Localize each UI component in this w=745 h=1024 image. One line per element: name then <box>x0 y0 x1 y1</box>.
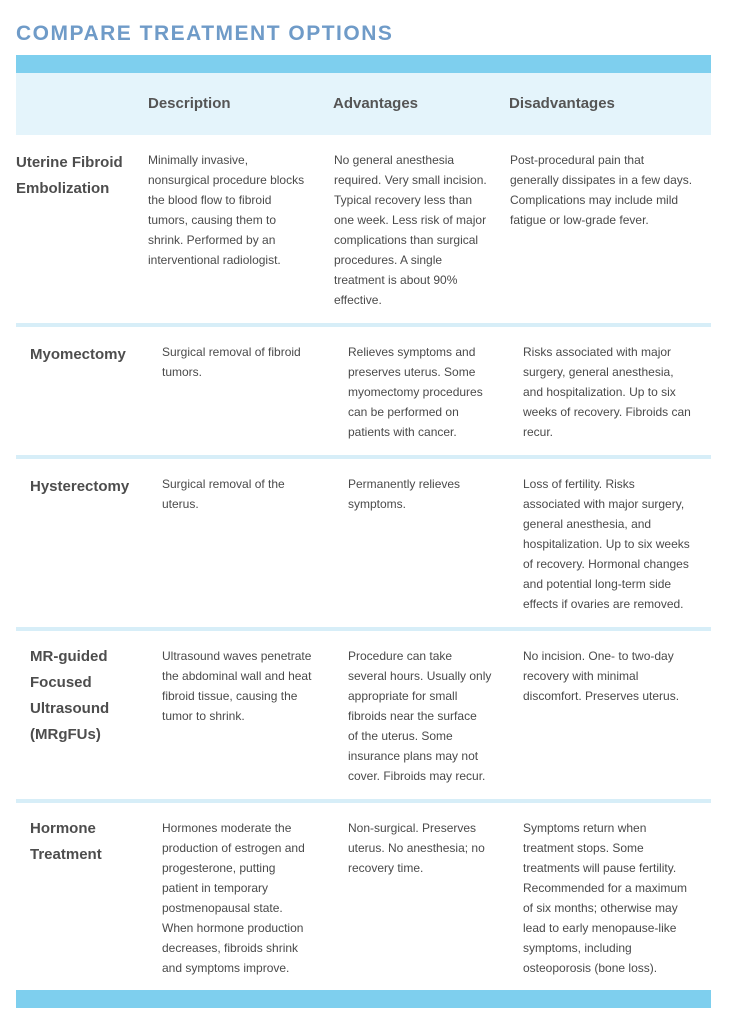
description-cell-line: Minimally invasive, <box>148 153 249 167</box>
advantages-cell-line: Relieves symptoms and <box>348 345 476 359</box>
treatment-name-line: Myomectomy <box>30 346 126 363</box>
description-cell-line: Hormones moderate the <box>162 821 292 835</box>
table-header <box>16 73 711 135</box>
description-cell-line: uterus. <box>162 497 199 511</box>
advantages-cell-line: effective. <box>334 293 382 307</box>
header-advantages: Advantages <box>333 95 419 112</box>
disadvantages-cell-line: and potential long-term side <box>523 577 672 591</box>
disadvantages-cell-line: recur. <box>523 425 554 439</box>
advantages-cell-line: of the uterus. Some <box>348 729 453 743</box>
top-accent-bar <box>16 55 711 73</box>
advantages-cell-line: required. Very small incision. <box>334 173 487 187</box>
disadvantages-cell-line: osteoporosis (bone loss). <box>523 961 658 975</box>
disadvantages-cell-line: No incision. One- to two-day <box>523 649 674 663</box>
description-cell-line: Surgical removal of the <box>162 477 285 491</box>
advantages-cell-line: Procedure can take <box>348 649 453 663</box>
disadvantages-cell-line: Post-procedural pain that <box>510 153 645 167</box>
description-cell-line: patient in temporary <box>162 881 269 895</box>
description-cell-line: tumors. <box>162 365 203 379</box>
description-cell-line: the blood flow to fibroid <box>148 193 272 207</box>
description-cell-line: progesterone, putting <box>162 861 276 875</box>
disadvantages-cell-line: lead to early menopause-like <box>523 921 677 935</box>
disadvantages-cell-line: treatments will pause fertility. <box>523 861 677 875</box>
disadvantages-cell-line: discomfort. Preserves uterus. <box>523 689 680 703</box>
header-description: Description <box>148 95 231 112</box>
description-cell-line: and symptoms improve. <box>162 961 290 975</box>
advantages-cell-line: uterus. No anesthesia; no <box>348 841 485 855</box>
disadvantages-cell-line: recovery with minimal <box>523 669 639 683</box>
treatment-name-line: Uterine Fibroid <box>16 154 123 171</box>
disadvantages-cell-line: Loss of fertility. Risks <box>523 477 635 491</box>
disadvantages-cell-line: Recommended for a maximum <box>523 881 688 895</box>
treatment-name-line: Ultrasound <box>30 700 110 717</box>
advantages-cell-line: can be performed on <box>348 405 459 419</box>
disadvantages-cell-line: and hospitalization. Up to six <box>523 385 676 399</box>
description-cell-line: nonsurgical procedure blocks <box>148 173 305 187</box>
disadvantages-cell-line: associated with major surgery, <box>523 497 685 511</box>
disadvantages-cell-line: treatment stops. Some <box>523 841 644 855</box>
advantages-cell-line: patients with cancer. <box>348 425 457 439</box>
advantages-cell-line: complications than surgical <box>334 233 479 247</box>
advantages-cell-line: recovery time. <box>348 861 424 875</box>
disadvantages-cell-line: symptoms, including <box>523 941 632 955</box>
description-cell-line: postmenopausal state. <box>162 901 283 915</box>
advantages-cell-line: No general anesthesia <box>334 153 455 167</box>
disadvantages-cell-line: of six months; otherwise may <box>523 901 678 915</box>
description-cell-line: tumors, causing them to <box>148 213 277 227</box>
header-disadvantages: Disadvantages <box>509 95 615 112</box>
advantages-cell-line: treatment is about 90% <box>334 273 458 287</box>
advantages-cell-line: one week. Less risk of major <box>334 213 487 227</box>
advantages-cell-line: cover. Fibroids may recur. <box>348 769 486 783</box>
page-title: COMPARE TREATMENT OPTIONS <box>16 22 394 45</box>
disadvantages-cell-line: hospitalization. Up to six weeks <box>523 537 690 551</box>
description-cell-line: interventional radiologist. <box>148 253 281 267</box>
description-cell-line: the abdominal wall and heat <box>162 669 312 683</box>
disadvantages-cell-line: of recovery. Hormonal changes <box>523 557 689 571</box>
treatment-name-line: Focused <box>30 674 92 691</box>
advantages-cell-line: symptoms. <box>348 497 407 511</box>
description-cell-line: decreases, fibroids shrink <box>162 941 299 955</box>
disadvantages-cell-line: surgery, general anesthesia, <box>523 365 674 379</box>
row-divider <box>16 627 711 631</box>
treatment-name-line: Hysterectomy <box>30 478 130 495</box>
advantages-cell-line: fibroids near the surface <box>348 709 477 723</box>
advantages-cell-line: appropriate for small <box>348 689 458 703</box>
bottom-accent-bar <box>16 990 711 1008</box>
advantages-cell-line: Non-surgical. Preserves <box>348 821 477 835</box>
treatment-name-line: Treatment <box>30 846 102 863</box>
description-cell-line: production of estrogen and <box>162 841 305 855</box>
description-cell-line: Ultrasound waves penetrate <box>162 649 312 663</box>
description-cell-line: fibroid tissue, causing the <box>162 689 298 703</box>
advantages-cell-line: several hours. Usually only <box>348 669 492 683</box>
treatment-name-line: MR-guided <box>30 648 108 665</box>
treatment-name-line: Embolization <box>16 180 110 197</box>
description-cell-line: shrink. Performed by an <box>148 233 276 247</box>
disadvantages-cell-line: Complications may include mild <box>510 193 679 207</box>
disadvantages-cell-line: generally dissipates in a few days. <box>510 173 693 187</box>
advantages-cell-line: insurance plans may not <box>348 749 479 763</box>
description-cell-line: When hormone production <box>162 921 304 935</box>
advantages-cell-line: myomectomy procedures <box>348 385 483 399</box>
disadvantages-cell-line: general anesthesia, and <box>523 517 652 531</box>
advantages-cell-line: procedures. A single <box>334 253 443 267</box>
row-divider <box>16 799 711 803</box>
disadvantages-cell-line: effects if ovaries are removed. <box>523 597 684 611</box>
treatment-name-line: Hormone <box>30 820 96 837</box>
disadvantages-cell-line: fatigue or low-grade fever. <box>510 213 649 227</box>
disadvantages-cell-line: Symptoms return when <box>523 821 647 835</box>
description-cell-line: tumor to shrink. <box>162 709 245 723</box>
row-divider <box>16 323 711 327</box>
advantages-cell-line: Permanently relieves <box>348 477 461 491</box>
treatment-name-line: (MRgFUs) <box>30 726 101 743</box>
disadvantages-cell-line: weeks of recovery. Fibroids can <box>523 405 691 419</box>
disadvantages-cell-line: Risks associated with major <box>523 345 672 359</box>
description-cell-line: Surgical removal of fibroid <box>162 345 301 359</box>
advantages-cell-line: Typical recovery less than <box>334 193 473 207</box>
row-divider <box>16 455 711 459</box>
advantages-cell-line: preserves uterus. Some <box>348 365 476 379</box>
